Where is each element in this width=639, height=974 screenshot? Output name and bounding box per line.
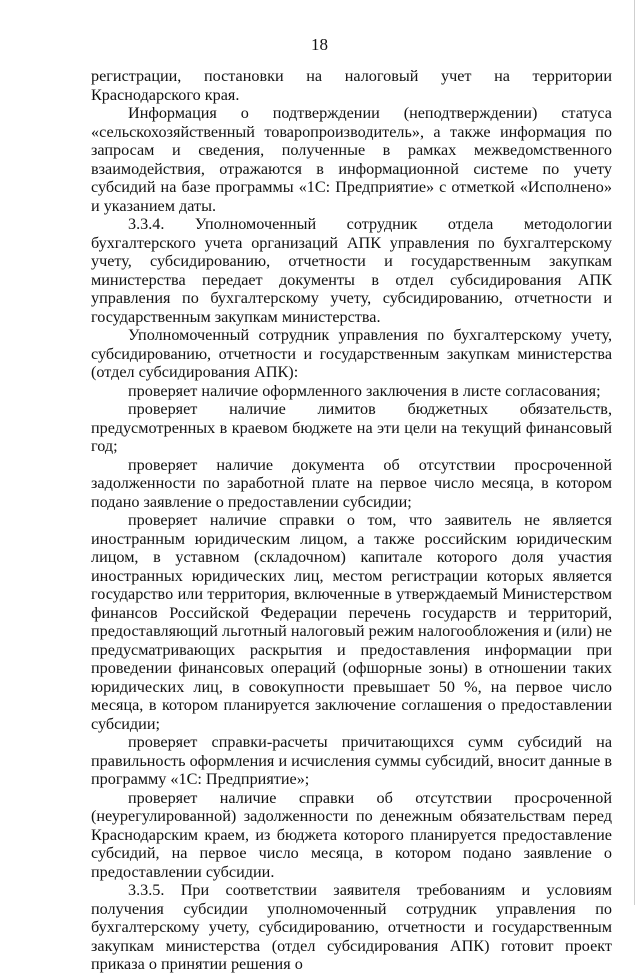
paragraph: Информация о подтверждении (неподтверждении) статуса «сельскохозяйственный товаропроизводитель», а также информация по запросам и сведения, полученные в рамках межведомственного взаимодействия, отражаются в информационной системе по учету субсидий на базе программы «1С: Предприятие» с отметкой «Исполнено» и указанием даты. xyxy=(91,104,612,215)
paragraph: проверяет наличие справки о том, что заявитель не является иностранным юридическим лицом, а также российским юридическим лицом, в уставном (складочном) капитале которого доля участия иностранных юридических лиц, местом регистрации которых является государство или территория, включенные в утверждаемый Министерством финансов Российской Федерации перечень государств и территорий, предоставляющий льготный налоговый режим налогообложения и (или) не предусматривающих раскрытия и предоставления информации при проведении финансовых операций (офшорные зоны) в отношении таких юридических лиц, в совокупности превышает 50 %, на первое число месяца, в котором планируется заключение соглашения о предоставлении субсидии; xyxy=(91,511,612,733)
paragraph: 3.3.4. Уполномоченный сотрудник отдела методологии бухгалтерского учета организаций АПК управления по бухгалтерскому учету, субсидированию, отчетности и государственным закупкам министерства передает документы в отдел субсидирования АПК управления по бухгалтерскому учету, субсидированию, отчетности и государственным закупкам министерства. xyxy=(91,215,612,326)
paragraph: проверяет наличие справки об отсутствии просроченной (неурегулированной) задолженности по денежным обязательствам перед Краснодарским краем, из бюджета которого планируется предоставление субсидий, на первое число месяца, в котором подано заявление о предоставлении субсидии. xyxy=(91,788,612,881)
paragraph: проверяет наличие документа об отсутствии просроченной задолженности по заработной плате на первое число месяца, в котором подано заявление о предоставлении субсидии; xyxy=(91,455,612,511)
paragraph: 3.3.5. При соответствии заявителя требованиям и условиям получения субсидии уполномоченный сотрудник управления по бухгалтерскому учету, субсидированию, отчетности и государственным закупкам министерства (отдел субсидирования АПК) готовит проект приказа о принятии решения о xyxy=(91,881,612,973)
paragraph: проверяет наличие оформленного заключения в листе согласования; xyxy=(128,381,601,400)
paragraph: Уполномоченный сотрудник управления по бухгалтерскому учету, субсидированию, отчетности и государственным закупкам министерства (отдел субсидирования АПК): xyxy=(91,326,612,381)
paragraph: регистрации, постановки на налоговый учет на территории Краснодарского края. xyxy=(91,67,612,104)
paragraph: проверяет наличие лимитов бюджетных обязательств, предусмотренных в краевом бюджете на эти цели на текущий финансовый год; xyxy=(91,400,612,455)
paragraph: проверяет справки-расчеты причитающихся сумм субсидий на правильность оформления и исчисления суммы субсидий, вносит данные в программу «1С: Предприятие»; xyxy=(91,733,612,788)
document-body xyxy=(91,67,612,974)
page-edge xyxy=(634,0,635,905)
page-number: 18 xyxy=(311,35,328,54)
